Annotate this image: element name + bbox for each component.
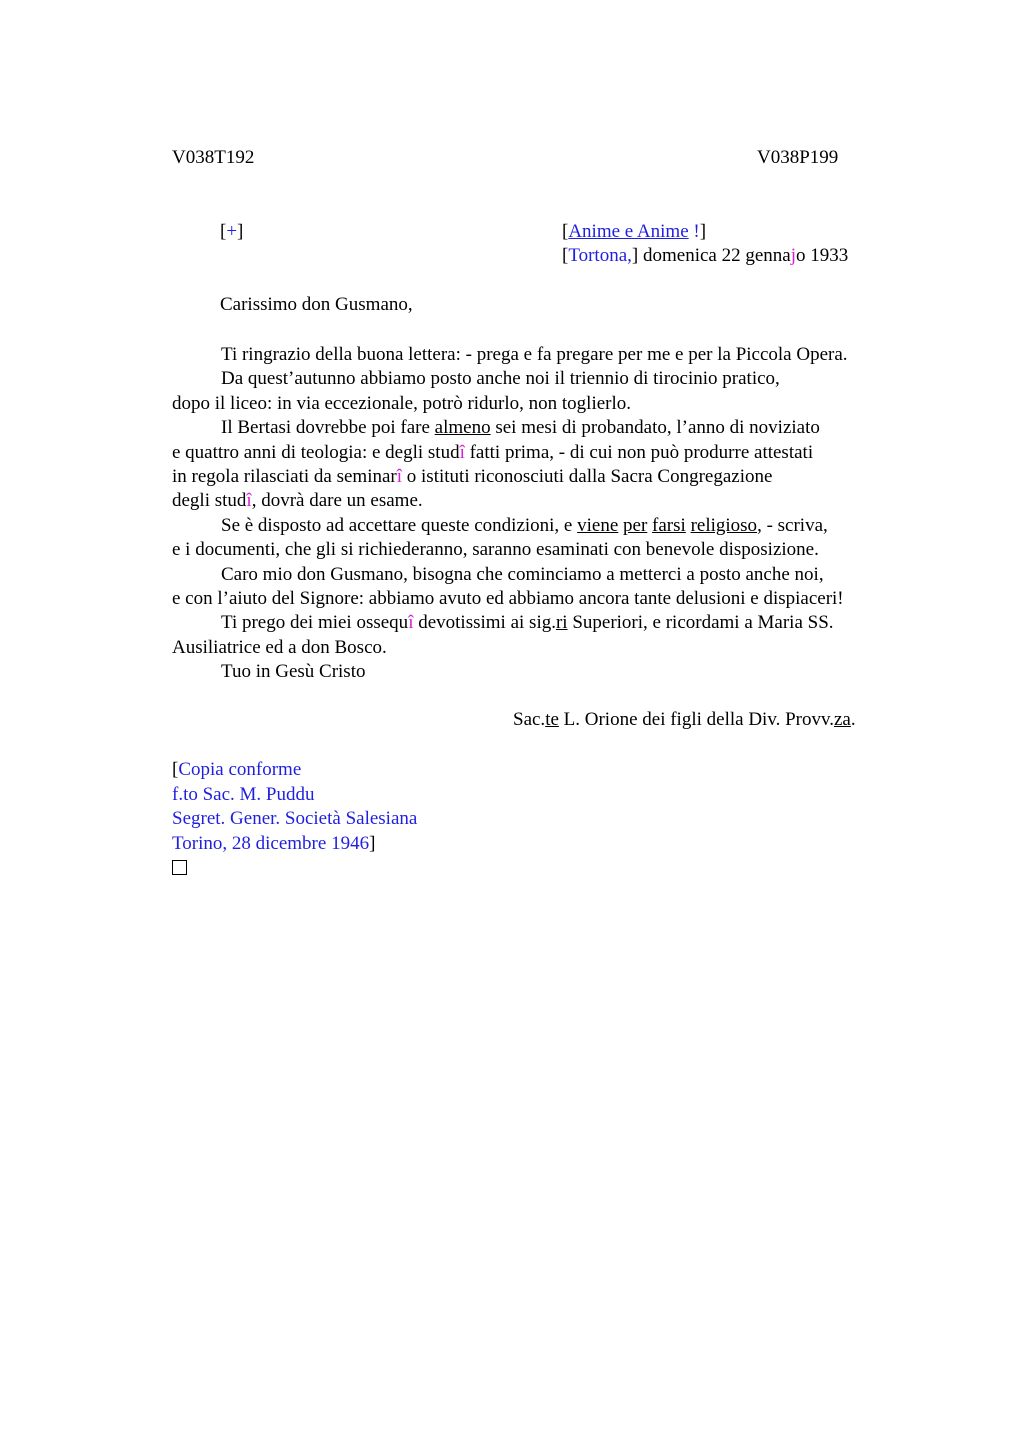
document-code-left: V038T192: [172, 147, 255, 168]
dateline: [562, 244, 848, 268]
cross-mark: [220, 220, 243, 244]
dateline-date-end: o 1933: [796, 245, 849, 266]
copy-line: [172, 758, 417, 783]
text-segment: .: [850, 709, 856, 730]
copy-line: [172, 832, 417, 857]
body-line: e i documenti, che gli si richiederanno, saranno esaminati con benevole disposizione.: [172, 539, 819, 561]
bracket-open: [: [562, 221, 569, 242]
certified-copy-note: [172, 758, 417, 883]
text-segment: degli stud: [172, 490, 247, 512]
accented-letter: î: [408, 612, 414, 634]
dateline-date-start: domenica 22 genna: [638, 245, 791, 266]
text-segment: fatti prima, - di cui non può produrre attestati: [464, 441, 814, 463]
bracket-close: ]: [369, 832, 376, 854]
underlined-word: te: [545, 709, 559, 730]
dateline-j: j: [790, 245, 796, 266]
salutation: Carissimo don Gusmano,: [220, 294, 413, 315]
text-segment: in regola rilasciati da seminar: [172, 466, 397, 488]
body-line: [172, 611, 912, 635]
underlined-word: religioso: [690, 514, 758, 536]
body-line: [172, 441, 912, 465]
underlined-word: viene: [577, 514, 619, 536]
body-line: dopo il liceo: in via eccezionale, potrò ridurlo, non toglierlo.: [172, 392, 632, 414]
underlined-word: almeno: [434, 417, 491, 439]
end-marker: [172, 856, 417, 883]
document-code-right: V038P199: [757, 147, 839, 168]
underlined-word: ri: [555, 612, 568, 634]
text-segment: o istituti riconosciuti dalla Sacra Congregazione: [402, 466, 773, 488]
bracket-close: ]: [699, 221, 707, 242]
body-line: Caro mio don Gusmano, bisogna che cominciamo a metterci a posto anche noi,: [221, 563, 824, 585]
letter-title: [562, 220, 706, 244]
text-segment: , - scriva,: [757, 514, 828, 536]
body-line: e con l’aiuto del Signore: abbiamo avuto ed abbiamo ancora tante delusioni e dispiaceri!: [172, 588, 844, 610]
body-line: [172, 514, 912, 538]
copy-text: Copia conforme: [178, 759, 302, 780]
copy-text: Torino, 28 dicembre 1946: [172, 832, 370, 854]
signature: [513, 708, 856, 732]
text-segment: devotissimi ai sig.: [413, 612, 556, 634]
text-segment: , dovrà dare un esame.: [251, 490, 423, 512]
text-segment: Se è disposto ad accettare queste condizioni, e: [221, 514, 578, 536]
copy-line: Segret. Gener. Società Salesiana: [172, 808, 418, 829]
underlined-word: farsi: [652, 514, 686, 536]
bracket-close: ]: [237, 221, 244, 242]
bracket-open: [: [220, 221, 227, 242]
body-line: [172, 416, 912, 440]
body-line: Ausiliatrice ed a don Bosco.: [172, 636, 387, 658]
text-segment: Il Bertasi dovrebbe poi fare: [221, 417, 435, 439]
body-line: [172, 465, 912, 489]
underlined-word: per: [623, 514, 648, 536]
title-exclamation: !: [693, 221, 700, 242]
accented-letter: î: [396, 466, 403, 488]
text-segment: e quattro anni di teologia: e degli stud: [172, 441, 460, 463]
text-segment: Sac.: [513, 709, 546, 730]
text-segment: Ti prego dei miei ossequ: [221, 612, 409, 634]
body-line: Ti ringrazio della buona lettera: - prega e fa pregare per me e per la Piccola Opera.: [221, 344, 848, 365]
bracket-close: ]: [631, 245, 639, 266]
accented-letter: î: [459, 441, 465, 463]
body-line: Da quest’autunno abbiamo posto anche noi il triennio di tirocinio pratico,: [221, 368, 780, 390]
dateline-place: Tortona,: [568, 245, 632, 266]
square-icon: [172, 860, 187, 875]
closing-line: Tuo in Gesù Cristo: [221, 661, 366, 683]
letter-body: [172, 343, 912, 685]
underlined-word: za: [834, 709, 851, 730]
text-segment: sei mesi di probandato, l’anno di noviziato: [490, 417, 820, 439]
bracket-open: [: [562, 245, 569, 266]
title-link[interactable]: Anime e Anime: [568, 221, 689, 242]
copy-line: f.to Sac. M. Puddu: [172, 783, 315, 805]
bracket-open: [: [172, 759, 179, 780]
accented-letter: î: [246, 490, 252, 512]
text-segment: L. Orione dei figli della Div. Provv.: [558, 709, 834, 730]
body-line: [172, 489, 912, 513]
cross-symbol: +: [226, 221, 238, 242]
text-segment: Superiori, e ricordami a Maria SS.: [567, 612, 834, 634]
